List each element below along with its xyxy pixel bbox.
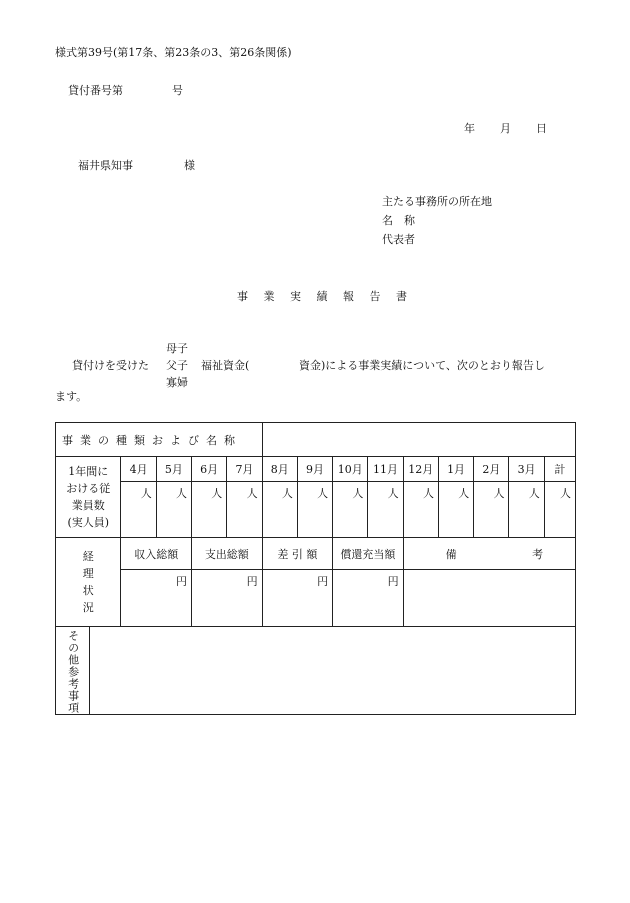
month-header: 11月: [368, 457, 403, 482]
employee-cell[interactable]: 人: [474, 482, 509, 538]
employee-cell[interactable]: 人: [509, 482, 544, 538]
employee-cell[interactable]: 人: [368, 482, 403, 538]
report-table: [55, 422, 576, 715]
body-fund-close: 資金)による事業実績について、次のとおり報告し: [299, 359, 545, 372]
fund-type-fushi: 父子: [166, 359, 188, 372]
month-header: 4月: [121, 457, 156, 482]
employee-cell[interactable]: 人: [121, 482, 156, 538]
business-value[interactable]: [262, 423, 575, 457]
date-year: 年: [464, 122, 475, 135]
other-value[interactable]: [90, 627, 576, 715]
remarks-cell[interactable]: [403, 570, 575, 627]
month-header: 10月: [333, 457, 368, 482]
repayment-header: 償還充当額: [333, 538, 404, 570]
expense-total-cell[interactable]: 円: [192, 570, 263, 627]
month-header: 12月: [403, 457, 438, 482]
body-continuation: ます。: [55, 390, 88, 403]
repayment-cell[interactable]: 円: [333, 570, 404, 627]
employee-cell[interactable]: 人: [403, 482, 438, 538]
balance-cell[interactable]: 円: [262, 570, 333, 627]
employee-cell[interactable]: 人: [192, 482, 227, 538]
employee-cell[interactable]: 人: [227, 482, 262, 538]
month-header: 6月: [192, 457, 227, 482]
fund-types: [166, 340, 188, 391]
income-total-cell[interactable]: 円: [121, 570, 192, 627]
employees-label: 1年間に おける従 業員数 (実人員): [56, 457, 121, 538]
body-lead: 貸付けを受けた: [72, 359, 149, 372]
employee-cell[interactable]: 人: [262, 482, 297, 538]
month-header: 1月: [438, 457, 473, 482]
date-day: 日: [536, 122, 547, 135]
fund-type-kafu: 寡婦: [166, 376, 188, 389]
employee-cell[interactable]: 人: [438, 482, 473, 538]
form-number: 様式第39号(第17条、第23条の3、第26条関係): [55, 46, 292, 59]
accounting-label: 経 理 状 況: [56, 538, 121, 627]
employee-cell[interactable]: 人: [297, 482, 332, 538]
month-header: 2月: [474, 457, 509, 482]
applicant-name: 名 称: [382, 214, 415, 227]
applicant-office: 主たる事務所の所在地: [382, 195, 492, 208]
employee-cell-total[interactable]: 人: [544, 482, 575, 538]
remarks-header: 備 考: [403, 538, 575, 570]
business-label: 事業の種類および名称: [56, 423, 263, 457]
applicant-rep: 代表者: [382, 233, 415, 246]
month-header: 7月: [227, 457, 262, 482]
employee-cell[interactable]: 人: [156, 482, 191, 538]
month-header: 3月: [509, 457, 544, 482]
fund-type-boshi: 母子: [166, 342, 188, 355]
body-fund-open: 福祉資金(: [201, 359, 250, 372]
expense-total-header: 支出総額: [192, 538, 263, 570]
month-header: 8月: [262, 457, 297, 482]
loan-number-suffix: 号: [172, 84, 183, 97]
income-total-header: 収入総額: [121, 538, 192, 570]
month-header: 5月: [156, 457, 191, 482]
employee-cell[interactable]: 人: [333, 482, 368, 538]
other-label: その他参考事項: [66, 630, 80, 714]
addressee-name: 福井県知事: [78, 159, 133, 172]
loan-number-prefix: 貸付番号第: [68, 84, 123, 97]
month-header: 9月: [297, 457, 332, 482]
month-header-total: 計: [544, 457, 575, 482]
balance-header: 差 引 額: [262, 538, 333, 570]
document-title: 事 業 実 績 報 告 書: [237, 290, 413, 303]
addressee-honorific: 様: [184, 159, 195, 172]
date-month: 月: [500, 122, 511, 135]
other-label-cell: [56, 627, 90, 715]
